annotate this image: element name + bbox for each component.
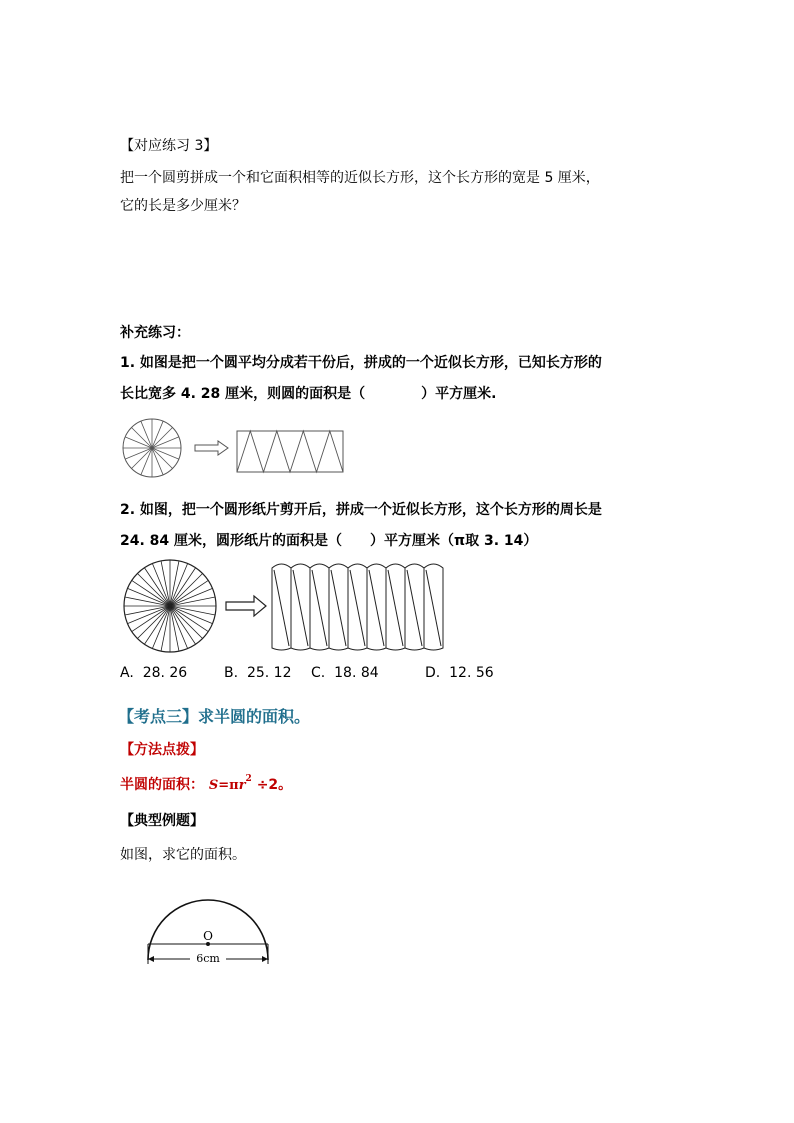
approx-rectangle-large — [272, 564, 443, 650]
circle-sector-line — [170, 573, 203, 606]
segmented-circle-large — [124, 560, 216, 652]
rectangle-strip-diagonal — [331, 570, 346, 646]
q1-line1: 1. 如图是把一个圆平均分成若干份后，拼成的一个近似长方形，已知长方形的 — [120, 355, 602, 371]
circle-sector-line — [137, 606, 170, 639]
segmented-circle-small — [123, 419, 181, 477]
circle-sector-line — [152, 448, 173, 469]
q2-line2: 24. 84 厘米，圆形纸片的面积是（ ）平方厘米（π取 3. 14） — [120, 533, 538, 549]
option-c: C. 18. 84 — [311, 665, 379, 681]
example-heading: 【典型例题】 — [120, 813, 204, 829]
rectangle-strip-diagonal — [293, 570, 308, 646]
rectangle-strip-diagonal — [407, 570, 422, 646]
option-d: D. 12. 56 — [425, 665, 494, 681]
rectangle-strip-diagonal — [426, 570, 441, 646]
method-formula: 半圆的面积： $S=\pi r^2 \div 2$。 — [120, 774, 293, 793]
rectangle-strip-diagonal — [274, 570, 289, 646]
dimension-arrow-left — [148, 956, 154, 962]
circle-sector-line — [152, 427, 173, 448]
topic3-heading: 【考点三】求半圆的面积。 — [118, 707, 311, 726]
rectangle-strip-diagonal — [312, 570, 327, 646]
figure-1-circle-to-rectangle — [120, 416, 350, 480]
example-text: 如图，求它的面积。 — [120, 847, 246, 863]
rectangle-strip-diagonal — [388, 570, 403, 646]
circle-sector-line — [170, 606, 203, 639]
diameter-label: 6cm — [196, 952, 220, 965]
arrow-icon — [195, 441, 228, 455]
circle-sector-line — [131, 448, 152, 469]
method-heading: 【方法点拨】 — [120, 742, 204, 758]
exercise3-text-line2: 它的长是多少厘米？ — [120, 198, 246, 214]
circle-sector-line — [137, 573, 170, 606]
dimension-arrow-right — [262, 956, 268, 962]
approx-rectangle-small — [237, 431, 343, 472]
figure-2-circle-to-rectangle — [120, 556, 455, 656]
circle-sector-line — [131, 427, 152, 448]
q1-line2: 长比宽多 4. 28 厘米，则圆的面积是（ ）平方厘米. — [120, 386, 497, 402]
rectangle-strip-diagonal — [369, 570, 384, 646]
rectangle-strip-diagonal — [350, 570, 365, 646]
option-b: B. 25. 12 — [224, 665, 292, 681]
q2-line1: 2. 如图，把一个圆形纸片剪开后，拼成一个近似长方形，这个长方形的周长是 — [120, 502, 602, 518]
exercise3-text-line1: 把一个圆剪拼成一个和它面积相等的近似长方形，这个长方形的宽是 5 厘米， — [120, 170, 600, 186]
supplement-heading: 补充练习： — [120, 325, 190, 341]
semicircle-figure — [140, 880, 275, 970]
arrow-icon — [226, 596, 266, 616]
option-a: A. 28. 26 — [120, 665, 188, 681]
center-label: O — [203, 929, 213, 943]
exercise3-heading: 【对应练习 3】 — [120, 138, 218, 154]
